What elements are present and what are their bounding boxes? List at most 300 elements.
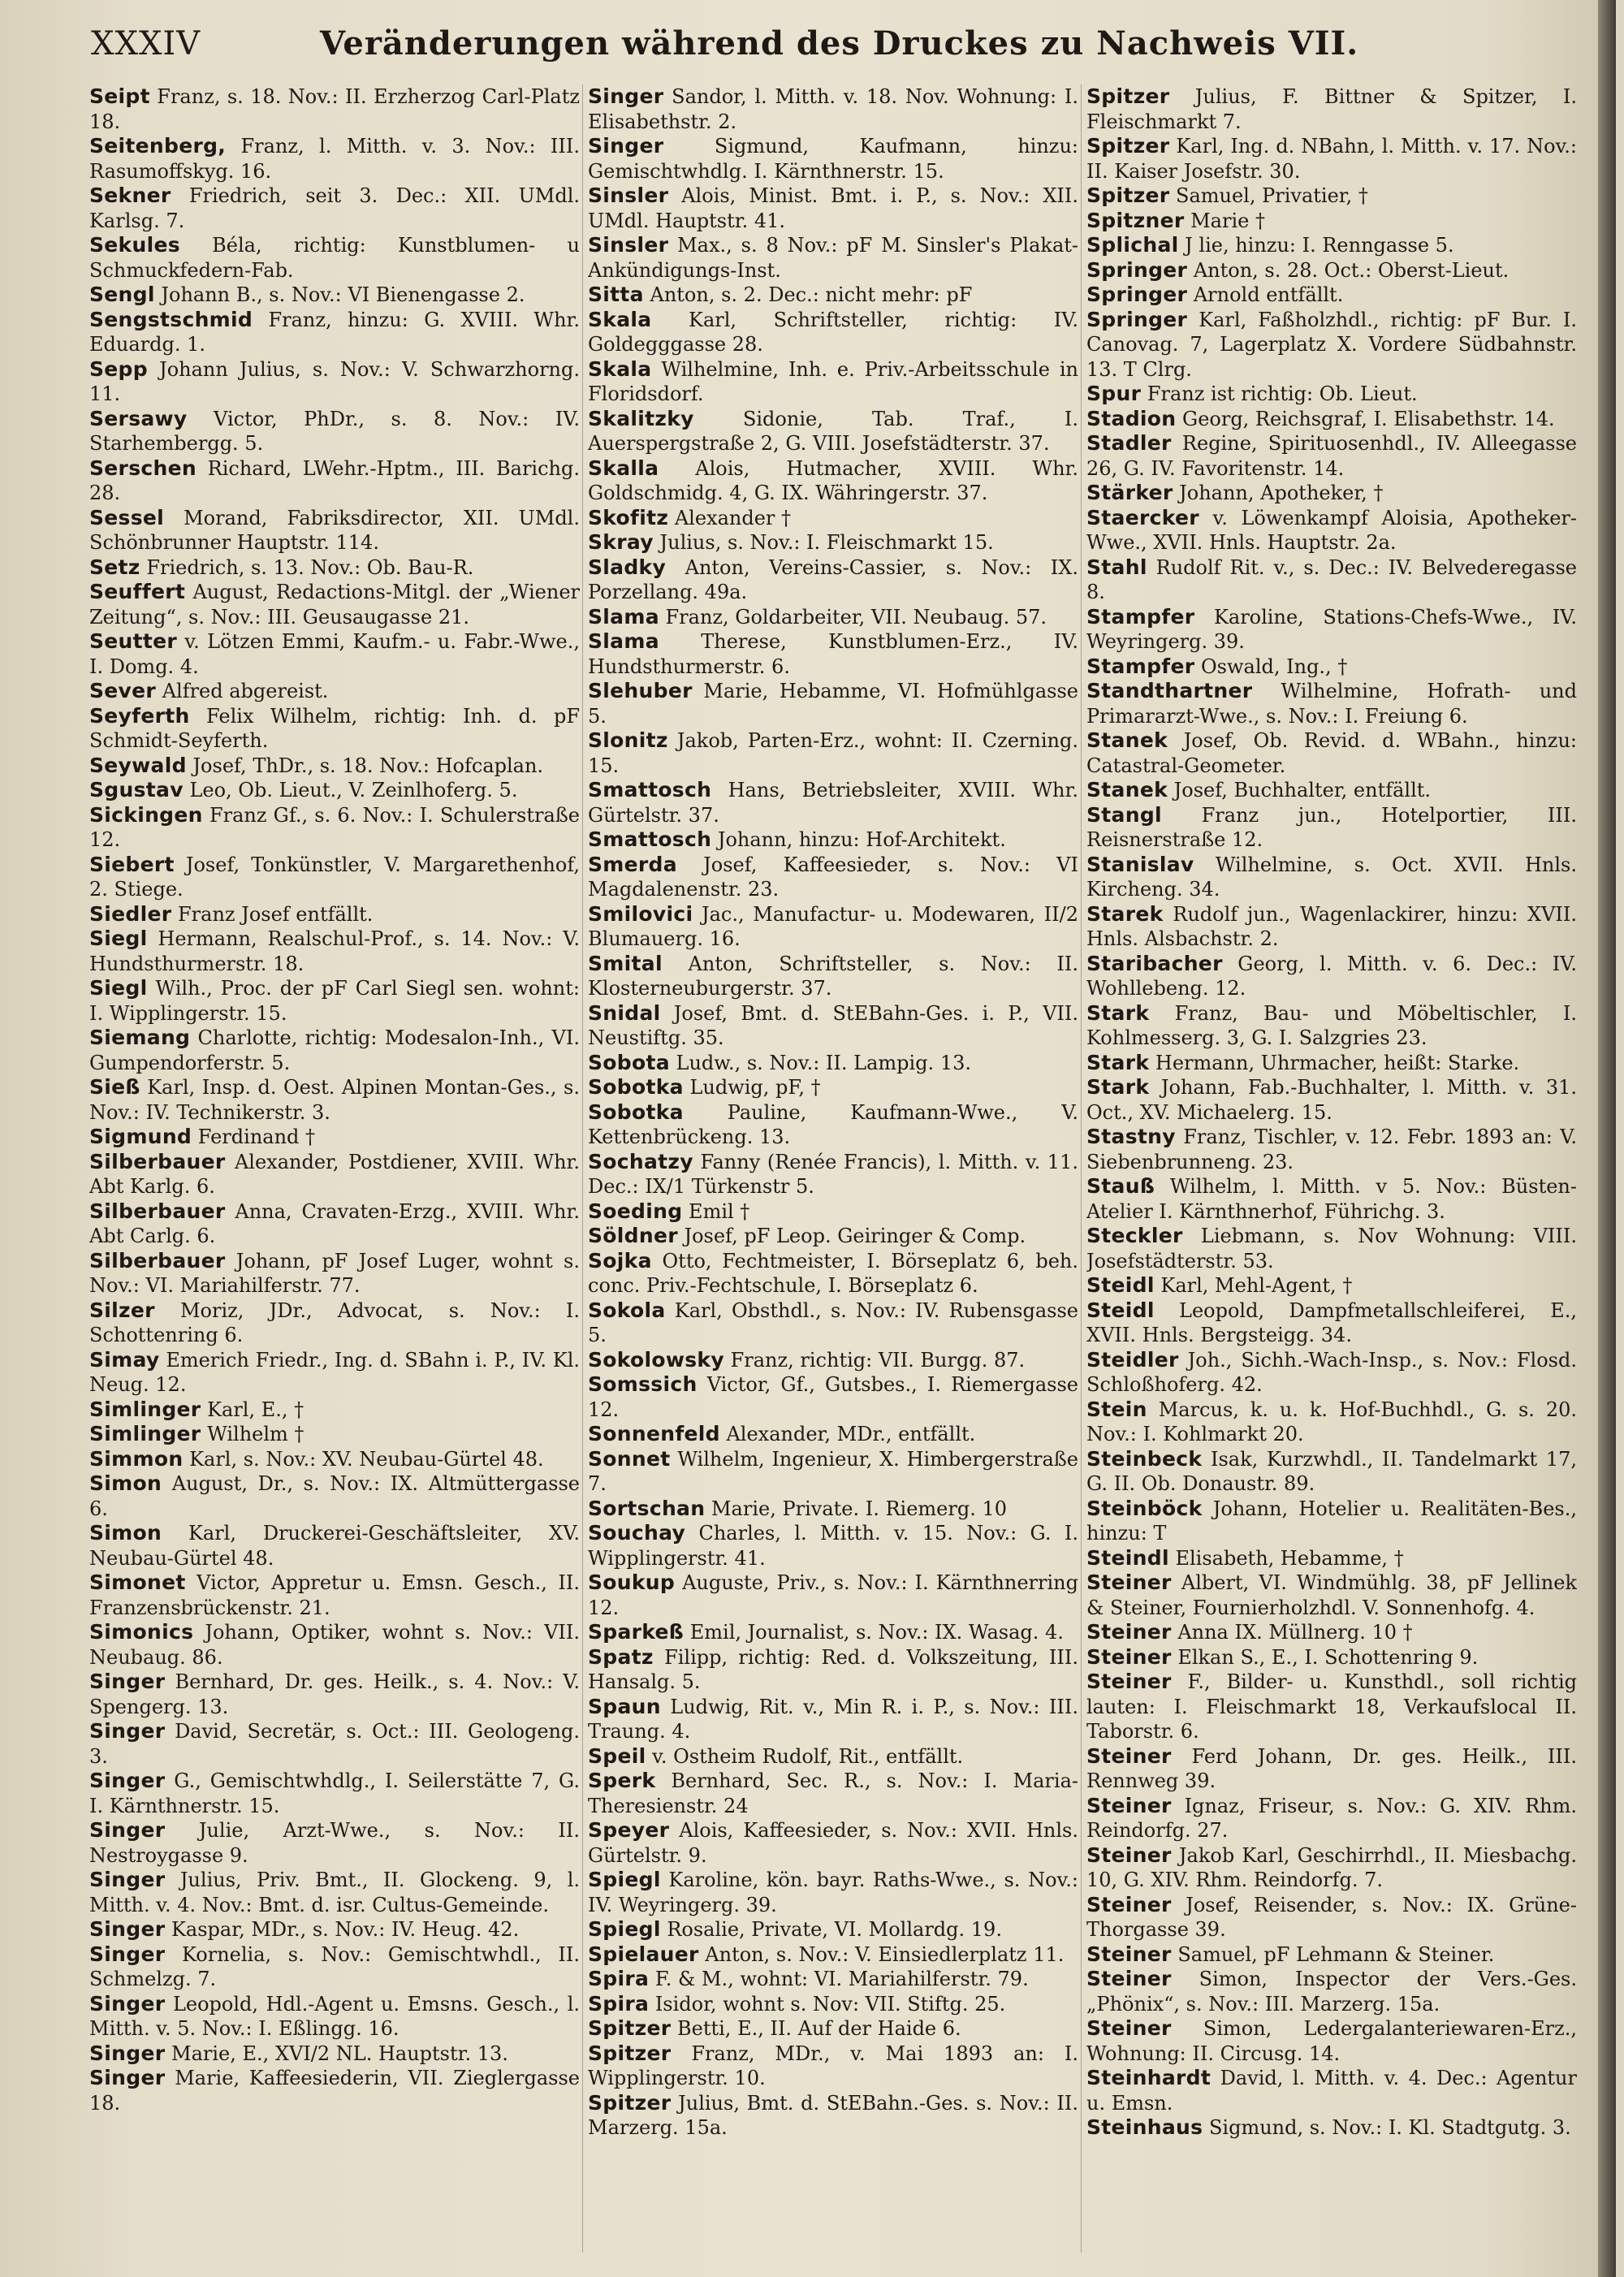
entry-details: F. & M., wohnt: VI. Mariahilferstr. 79. [654, 1968, 1029, 1990]
entry-surname: Steiner [1086, 2016, 1172, 2040]
directory-entry [1086, 1298, 1577, 1348]
entry-surname: Spiegl [588, 1917, 661, 1941]
entry-surname: Sinsler [588, 184, 669, 207]
entry-details: Moriz, JDr., Advocat, s. Nov.: I. Schottenring 6. [89, 1298, 580, 1346]
entry-surname: Stampfer [1086, 654, 1195, 678]
entry-surname: Spiegl [588, 1868, 661, 1891]
entry-details: Anton, Schriftsteller, s. Nov.: II. Klosterneuburgerstr. 37. [588, 952, 1078, 1000]
directory-entry [89, 1868, 580, 1917]
entry-surname: Sepp [89, 356, 148, 381]
directory-entry [1086, 1571, 1577, 1620]
entry-surname: Staribacher [1086, 951, 1223, 975]
entry-details: Franz, Tischler, v. 12. Febr. 1893 an: V. Siebenbrunneng. 23. [1086, 1126, 1577, 1173]
entry-details: Auguste, Priv., s. Nov.: I. Kärnthnerring 12. [588, 1571, 1078, 1619]
entry-surname: Siedler [89, 901, 172, 926]
entry-surname: Sobota [588, 1050, 670, 1074]
entry-surname: Sengl [89, 283, 155, 306]
entry-details: Simon, Inspector der Vers.-Ges. „Phönix“, s. Nov.: III. Marzerg. 15a. [1086, 1968, 1577, 2016]
directory-entry [588, 357, 1078, 407]
entry-surname: Stark [1086, 1075, 1150, 1099]
entry-surname: Simon [89, 1471, 162, 1495]
entry-surname: Snidal [588, 1000, 661, 1025]
entry-surname: Springer [1086, 307, 1188, 331]
entry-details: Samuel, Privatier, † [1176, 184, 1368, 207]
entry-details: Ludwig, Rit. v., Min R. i. P., s. Nov.: III. Traung. 4. [588, 1695, 1078, 1743]
directory-entry [588, 1967, 1078, 1992]
directory-entry [588, 728, 1078, 778]
entry-details: Josef, Ob. Revid. d. WBahn., hinzu: Catastral-Geometer. [1086, 729, 1577, 777]
entry-details: G., Gemischtwhdlg., I. Seilerstätte 7, G. I. Kärnthnerstr. 15. [89, 1769, 580, 1817]
entry-surname: Steiner [1086, 1793, 1172, 1817]
directory-entry [588, 902, 1078, 952]
entry-surname: Spitzer [1086, 184, 1170, 207]
entry-details: Alexander, Postdiener, XVIII. Whr. Abt Karlg. 6. [89, 1150, 580, 1198]
entry-details: Felix Wilhelm, richtig: Inh. d. pF Schmidt-Seyferth. [89, 704, 580, 752]
entry-details: Franz, Bau- und Möbeltischler, I. Kohlmesserg. 3, G. I. Salzgries 23. [1086, 1001, 1577, 1049]
entry-details: Karl, Ing. d. NBahn, l. Mitth. v. 17. Nov.: II. Kaiser Josefstr. 30. [1086, 135, 1577, 183]
directory-entry [588, 1051, 1078, 1076]
directory-entry [588, 679, 1078, 728]
entry-details: Karl, s. Nov.: XV. Neubau-Gürtel 48. [189, 1447, 544, 1471]
directory-entry [1086, 258, 1577, 283]
directory-entry [588, 555, 1078, 605]
entry-surname: Sobotka [588, 1100, 684, 1124]
directory-entry [588, 1447, 1078, 1497]
column-divider [1081, 84, 1082, 2253]
directory-entry [1086, 1051, 1577, 1076]
directory-entry [588, 530, 1078, 555]
entry-details: Friedrich, s. 13. Nov.: Ob. Bau-R. [146, 555, 474, 579]
entry-details: Therese, Kunstblumen-Erz., IV. Hundsthurmerstr. 6. [588, 630, 1078, 678]
entry-details: Josef, pF Leop. Geiringer & Comp. [684, 1225, 1026, 1247]
entry-details: Franz, MDr., v. Mai 1893 an: I. Wipplingerstr. 10. [588, 2042, 1078, 2089]
entry-surname: Stein [1086, 1397, 1147, 1421]
entry-details: Jakob Karl, Geschirrhdl., II. Miesbachg. 10, G. XIV. Rhm. Reindorfg. 7. [1086, 1843, 1577, 1891]
entry-surname: Sigmund [89, 1125, 192, 1148]
entry-details: Samuel, pF Lehmann & Steiner. [1177, 1942, 1495, 1966]
directory-entry [1086, 655, 1577, 680]
entry-details: Isidor, wohnt s. Nov: VII. Stiftg. 25. [654, 1992, 1006, 2016]
entry-details: Regine, Spirituosenhdl., IV. Alleegasse 26, G. IV. Favoritenstr. 14. [1086, 432, 1577, 480]
entry-details: Julius, Priv. Bmt., II. Glockeng. 9, l. Mitth. v. 4. Nov.: Bmt. d. isr. Cultus-Gemeinde. [89, 1869, 580, 1916]
directory-entry [89, 1769, 580, 1818]
entry-details: Rosalie, Private, VI. Mollardg. 19. [667, 1918, 1002, 1941]
entry-details: Hermann, Uhrmacher, heißt: Starke. [1155, 1051, 1520, 1074]
entry-details: Johann, hinzu: Hof-Architekt. [717, 828, 1006, 851]
entry-details: Béla, richtig: Kunstblumen- u Schmuckfedern-Fab. [89, 234, 580, 282]
directory-entry [89, 927, 580, 976]
entry-details: Bernhard, Sec. R., s. Nov.: I. Maria-Theresienstr. 24 [588, 1769, 1078, 1817]
entry-surname: Steidl [1086, 1298, 1155, 1322]
entry-surname: Stanek [1086, 778, 1168, 801]
directory-entry [89, 1818, 580, 1868]
entry-details: Ludwig, pF, † [689, 1076, 821, 1099]
entry-surname: Silberbauer [89, 1149, 226, 1173]
entry-details: Josef, Tonkünstler, V. Margarethenhof, 2. Stiege. [89, 853, 580, 901]
directory-entry [89, 1348, 580, 1398]
entry-surname: Stanek [1086, 728, 1168, 752]
entry-surname: Sickingen [89, 802, 203, 827]
entry-details: Karl, Mehl-Agent, † [1160, 1274, 1353, 1297]
directory-entry [588, 629, 1078, 679]
entry-surname: Singer [89, 1719, 166, 1743]
entry-details: Elisabeth, Hebamme, † [1175, 1546, 1404, 1570]
directory-entry [588, 1298, 1078, 1348]
entry-details: Marie, Hebamme, VI. Hofmühlgasse 5. [588, 680, 1078, 728]
entry-surname: Speil [588, 1743, 646, 1768]
directory-entry [89, 456, 580, 506]
entry-surname: Sobotka [588, 1075, 684, 1099]
directory-entry [89, 902, 580, 927]
entry-details: Victor, Gf., Gutsbes., I. Riemergasse 12. [588, 1373, 1078, 1421]
directory-entry [89, 1150, 580, 1199]
directory-entry [89, 803, 580, 853]
directory-entry [1086, 1942, 1577, 1968]
entry-surname: Slehuber [588, 679, 693, 702]
entry-surname: Slama [588, 604, 659, 629]
entry-surname: Steinböck [1086, 1496, 1203, 1520]
directory-entry [1086, 1497, 1577, 1546]
entry-details: Leopold, Dampfmetallschleiferei, E., XVII. Hnls. Bergsteigg. 34. [1086, 1298, 1577, 1346]
directory-entry [588, 1992, 1078, 2017]
directory-entry [1086, 1398, 1577, 1447]
entry-surname: Sokola [588, 1298, 666, 1322]
entry-details: Georg, Reichsgraf, I. Elisabethstr. 14. [1182, 407, 1555, 430]
directory-entry [588, 1942, 1078, 1968]
entry-surname: Skofitz [588, 505, 669, 529]
entry-surname: Steiner [1086, 1892, 1172, 1916]
entry-surname: Stahl [1086, 555, 1147, 579]
directory-entry [1086, 728, 1577, 778]
entry-details: Hermann, Realschul-Prof., s. 14. Nov.: V. Hundsthurmerstr. 18. [89, 927, 580, 975]
directory-entry [1086, 555, 1577, 605]
entry-details: Anna, Cravaten-Erzg., XVIII. Whr. Abt Carlg. 6. [89, 1199, 580, 1247]
entry-details: v. Lötzen Emmi, Kaufm.- u. Fabr.-Wwe., I. Domg. 4. [89, 630, 580, 678]
directory-entry [588, 2091, 1078, 2141]
directory-entry [588, 308, 1078, 357]
entry-surname: Stärker [1086, 481, 1173, 504]
entry-surname: Skalla [588, 456, 659, 480]
entry-details: Pauline, Kaufmann-Wwe., V. Kettenbrückeng. 13. [588, 1100, 1078, 1148]
entry-details: Marie, E., XVI/2 NL. Hauptstr. 13. [171, 2042, 508, 2065]
entry-details: Josef, Buchhalter, entfällt. [1173, 779, 1432, 801]
directory-entry [89, 1447, 580, 1472]
entry-surname: Standthartner [1086, 679, 1253, 702]
entry-details: Anna IX. Müllnerg. 10 † [1177, 1621, 1413, 1644]
entry-surname: Steckler [1086, 1224, 1183, 1247]
entry-details: Charlotte, richtig: Modesalon-Inh., VI. Gumpendorferstr. 5. [89, 1026, 580, 1074]
entry-surname: Steiner [1086, 1967, 1172, 1990]
entry-details: Marie, Private. I. Riemerg. 10 [710, 1497, 1008, 1520]
entry-details: Ludw., s. Nov.: II. Lampig. 13. [676, 1051, 971, 1074]
entry-surname: Stampfer [1086, 604, 1195, 629]
entry-surname: Spira [588, 1967, 650, 1990]
directory-entry [89, 506, 580, 555]
directory-entry [89, 283, 580, 308]
entry-details: Marie † [1190, 209, 1265, 232]
directory-entry [1086, 407, 1577, 432]
directory-entry [588, 134, 1078, 184]
entry-surname: Smattosch [588, 778, 712, 801]
entry-surname: Steindl [1086, 1545, 1169, 1570]
directory-entry [1086, 1224, 1577, 1273]
entry-surname: Simonet [89, 1571, 186, 1594]
entry-surname: Spitzer [1086, 84, 1170, 108]
entry-surname: Sengstschmid [89, 307, 253, 331]
entry-details: Julius, s. Nov.: I. Fleischmarkt 15. [659, 531, 994, 554]
entry-details: Albert, VI. Windmühlg. 38, pF Jellinek & Steiner, Fournierholzhdl. V. Sonnenhofg. 4. [1086, 1571, 1577, 1619]
directory-entry [1086, 803, 1577, 853]
entry-details: Ferd Johann, Dr. ges. Heilk., III. Rennweg 39. [1086, 1744, 1577, 1792]
entry-surname: Sekner [89, 184, 171, 207]
directory-entry [89, 1942, 580, 1992]
entry-details: v. Löwenkampf Aloisia, Apotheker-Wwe., XVII. Hnls. Hauptstr. 2a. [1086, 506, 1577, 554]
directory-entry [89, 1199, 580, 1249]
entry-surname: Seutter [89, 629, 178, 653]
entry-details: Kaspar, MDr., s. Nov.: IV. Heug. 42. [171, 1918, 520, 1941]
entry-surname: Singer [89, 1769, 166, 1792]
directory-entry [1086, 1075, 1577, 1125]
entry-surname: Springer [1086, 283, 1188, 306]
directory-entry [89, 976, 580, 1026]
entry-surname: Sgustav [89, 778, 184, 801]
entry-details: Sandor, l. Mitth. v. 18. Nov. Wohnung: I. Elisabethstr. 2. [588, 85, 1078, 133]
directory-entry [89, 1521, 580, 1571]
entry-details: Josef, Reisender, s. Nov.: IX. Grüne-Thorgasse 39. [1086, 1893, 1577, 1941]
directory-entry [1086, 605, 1577, 655]
entry-surname: Sonnenfeld [588, 1422, 720, 1445]
entry-details: Julius, Bmt. d. StEBahn.-Ges. s. Nov.: II. Marzerg. 15a. [588, 2091, 1078, 2139]
entry-surname: Spatz [588, 1644, 654, 1669]
entry-surname: Singer [89, 1868, 166, 1891]
directory-entry [1086, 679, 1577, 728]
directory-entry [1086, 134, 1577, 184]
directory-entry [588, 778, 1078, 827]
entry-details: v. Ostheim Rudolf, Rit., entfällt. [652, 1744, 964, 1768]
entry-details: Alfred abgereist. [162, 680, 329, 702]
entry-details: Josef, Kaffeesieder, s. Nov.: VI Magdalenenstr. 23. [588, 853, 1078, 901]
entry-surname: Seuffert [89, 580, 186, 603]
entry-surname: Simonics [89, 1620, 194, 1644]
directory-entry [588, 283, 1078, 308]
directory-entry [1086, 1893, 1577, 1942]
entry-surname: Simlinger [89, 1422, 201, 1445]
entry-surname: Steinhardt [1086, 2066, 1212, 2089]
entry-surname: Spitzer [1086, 134, 1170, 158]
directory-entry [1086, 209, 1577, 234]
directory-entry [1086, 481, 1577, 506]
entry-details: Max., s. 8 Nov.: pF M. Sinsler's Plakat-Ankündigungs-Inst. [588, 234, 1078, 282]
entry-surname: Skalitzky [588, 406, 694, 430]
entry-details: Karoline, Stations-Chefs-Wwe., IV. Weyringerg. 39. [1086, 605, 1577, 653]
directory-entry [89, 1125, 580, 1150]
entry-details: Franz jun., Hotelportier, III. Reisnerstraße 12. [1086, 803, 1577, 851]
entry-details: Wilhelm, l. Mitth. v 5. Nov.: Büsten-Atelier I. Kärnthnerhof, Führichg. 3. [1086, 1175, 1577, 1223]
entry-surname: Setz [89, 555, 140, 579]
entry-details: August, Redactions-Mitgl. der „Wiener Zeitung“, s. Nov.: III. Geusaugasse 21. [89, 581, 580, 629]
entry-surname: Souchay [588, 1521, 686, 1545]
entry-surname: Staercker [1086, 505, 1199, 529]
entry-surname: Sochatzy [588, 1149, 693, 1173]
entry-details: Arnold entfällt. [1193, 283, 1344, 306]
entry-details: Emil † [689, 1199, 750, 1223]
directory-entry [1086, 1794, 1577, 1843]
entry-surname: Silzer [89, 1298, 155, 1322]
directory-entry [1086, 506, 1577, 555]
directory-entry [588, 605, 1078, 630]
directory-entry [89, 754, 580, 779]
entry-surname: Soukup [588, 1571, 676, 1594]
entry-surname: Singer [89, 2066, 166, 2089]
entry-surname: Sessel [89, 505, 165, 529]
entry-details: Josef, ThDr., s. 18. Nov.: Hofcaplan. [192, 754, 544, 777]
directory-entry [89, 1571, 580, 1620]
entry-details: Julius, F. Bittner & Spitzer, I. Fleischmarkt 7. [1086, 85, 1577, 133]
directory-entry [588, 1818, 1078, 1868]
directory-entry [1086, 308, 1577, 382]
entry-details: Wilh., Proc. der pF Carl Siegl sen. wohnt: I. Wipplingerstr. 15. [89, 977, 580, 1025]
directory-entry [588, 1868, 1078, 1917]
entry-surname: Starek [1086, 901, 1164, 926]
directory-entry [1086, 1546, 1577, 1571]
entry-details: Alexander, MDr., entfällt. [726, 1423, 976, 1445]
entry-surname: Singer [588, 84, 664, 108]
entry-details: Franz, hinzu: G. XVIII. Whr. Eduardg. 1. [89, 308, 580, 356]
entry-surname: Springer [1086, 257, 1188, 282]
directory-entry [1086, 184, 1577, 209]
entry-surname: Siebert [89, 852, 175, 876]
entry-surname: Seipt [89, 84, 150, 108]
directory-entry [588, 233, 1078, 283]
directory-entry [89, 1398, 580, 1423]
directory-entry [1086, 233, 1577, 258]
directory-entry [1086, 2115, 1577, 2141]
entry-surname: Steiner [1086, 1644, 1172, 1669]
entry-details: Simon, Ledergalanteriewaren-Erz., Wohnung: II. Circusg. 14. [1086, 2017, 1577, 2065]
entry-surname: Spur [1086, 382, 1142, 405]
entry-details: Sigmund, Kaufmann, hinzu: Gemischtwhdlg. I. Kärnthnerstr. 15. [588, 135, 1078, 183]
entry-surname: Singer [588, 134, 664, 158]
entry-details: Franz, l. Mitth. v. 3. Nov.: III. Rasumoffskyg. 16. [89, 135, 580, 183]
entry-details: Alois, Hutmacher, XVIII. Whr. Goldschmidg. 4, G. IX. Währingerstr. 37. [588, 456, 1078, 504]
directory-entry [89, 2042, 580, 2067]
directory-entry [1086, 1744, 1577, 1794]
directory-entry [89, 1992, 580, 2042]
directory-entry [588, 1224, 1078, 1249]
entry-details: Jakob, Parten-Erz., wohnt: II. Czerning. 15. [588, 729, 1078, 777]
page-title: Veränderungen während des Druckes zu Nachweis VII. [320, 24, 1359, 63]
entry-surname: Stastny [1086, 1125, 1176, 1148]
entry-details: Ferdinand † [197, 1126, 316, 1148]
entry-surname: Simon [89, 1521, 162, 1545]
entry-surname: Somssich [588, 1372, 698, 1396]
directory-entry [588, 184, 1078, 233]
entry-details: Charles, l. Mitth. v. 15. Nov.: G. I. Wipplingerstr. 41. [588, 1522, 1078, 1570]
entry-surname: Stark [1086, 1000, 1150, 1025]
entry-details: Karoline, kön. bayr. Raths-Wwe., s. Nov.: IV. Weyringerg. 39. [588, 1869, 1078, 1916]
entry-surname: Siegl [89, 976, 148, 1000]
entry-details: Fanny (Renée Francis), l. Mitth. v. 11. Dec.: IX/1 Türkenstr 5. [588, 1150, 1078, 1198]
entry-surname: Skala [588, 356, 652, 381]
directory-entry [1086, 431, 1577, 481]
directory-entry [1086, 853, 1577, 902]
entry-details: Elkan S., E., I. Schottenring 9. [1177, 1645, 1479, 1669]
column-2 [588, 84, 1078, 2141]
entry-details: Rudolf Rit. v., s. Dec.: IV. Belvederegasse 8. [1086, 555, 1577, 603]
entry-surname: Stadler [1086, 431, 1172, 455]
directory-entry [588, 2042, 1078, 2091]
directory-entry [89, 357, 580, 407]
directory-entry [1086, 84, 1577, 134]
entry-details: Anton, s. 2. Dec.: nicht mehr: pF [650, 283, 973, 306]
directory-entry [588, 407, 1078, 456]
entry-details: Anton, Vereins-Cassier, s. Nov.: IX. Porzellang. 49a. [588, 555, 1078, 603]
entry-details: Victor, Appretur u. Emsn. Gesch., II. Franzensbrückenstr. 21. [89, 1571, 580, 1619]
entry-details: Johann, pF Josef Luger, wohnt s. Nov.: VI. Mariahilferstr. 77. [89, 1249, 580, 1297]
entry-surname: Steidl [1086, 1273, 1155, 1297]
entry-details: F., Bilder- u. Kunsthdl., soll richtig lauten: I. Fleischmarkt 18, Verkaufslocal II. Taborstr. 6. [1086, 1670, 1577, 1743]
entry-surname: Steidler [1086, 1347, 1179, 1372]
directory-entry [588, 1001, 1078, 1051]
directory-entry [588, 1150, 1078, 1199]
directory-entry [89, 1422, 580, 1447]
entry-surname: Siemang [89, 1026, 191, 1049]
entry-details: Wilhelmine, s. Oct. XVII. Hnls. Kircheng. 34. [1086, 853, 1577, 901]
entry-details: Johann Julius, s. Nov.: V. Schwarzhorng. 11. [89, 357, 580, 405]
entry-details: Hans, Betriebsleiter, XVIII. Whr. Gürtelstr. 37. [588, 779, 1078, 827]
directory-entry [1086, 1447, 1577, 1497]
directory-entry [1086, 952, 1577, 1001]
entry-surname: Simay [89, 1347, 160, 1372]
entry-surname: Stadion [1086, 406, 1177, 430]
entry-surname: Singer [89, 1818, 166, 1842]
entry-details: Betti, E., II. Auf der Haide 6. [677, 2017, 961, 2040]
entry-details: Karl, Schriftsteller, richtig: IV. Goldegggasse 28. [588, 308, 1078, 356]
column-divider [582, 84, 583, 2253]
directory-entry [89, 1620, 580, 1670]
directory-entry [588, 1769, 1078, 1818]
directory-entry [89, 1298, 580, 1348]
directory-entry [588, 1100, 1078, 1150]
entry-surname: Steinhaus [1086, 2115, 1203, 2139]
column-3 [1086, 84, 1577, 2141]
entry-details: Anton, s. 28. Oct.: Oberst-Lieut. [1193, 258, 1510, 282]
entry-details: Johann B., s. Nov.: VI Bienengasse 2. [161, 283, 525, 306]
entry-details: Sidonie, Tab. Traf., I. Auerspergstraße 2, G. VIII. Josefstädterstr. 37. [588, 407, 1078, 455]
entry-surname: Singer [89, 1917, 166, 1941]
directory-entry [89, 1917, 580, 1942]
directory-entry [89, 555, 580, 581]
entry-details: Richard, LWehr.-Hptm., III. Barichg. 28. [89, 456, 580, 504]
directory-entry [89, 704, 580, 754]
entry-surname: Smital [588, 951, 663, 975]
entry-surname: Söldner [588, 1224, 678, 1247]
directory-entry [1086, 1125, 1577, 1174]
directory-entry [588, 1075, 1078, 1100]
entry-surname: Singer [89, 1942, 166, 1966]
entry-surname: Serschen [89, 456, 197, 480]
entry-surname: Stauß [1086, 1174, 1155, 1198]
directory-entry [89, 580, 580, 629]
directory-entry [89, 134, 580, 184]
entry-surname: Sinsler [588, 233, 669, 257]
entry-surname: Steiner [1086, 1571, 1172, 1594]
directory-entry [588, 1744, 1078, 1769]
entry-surname: Simlinger [89, 1397, 201, 1421]
entry-details: Wilhelm, Ingenieur, X. Himbergerstraße 7. [588, 1447, 1078, 1495]
directory-entry [89, 233, 580, 283]
entry-details: Johann, Apotheker, † [1179, 482, 1384, 504]
